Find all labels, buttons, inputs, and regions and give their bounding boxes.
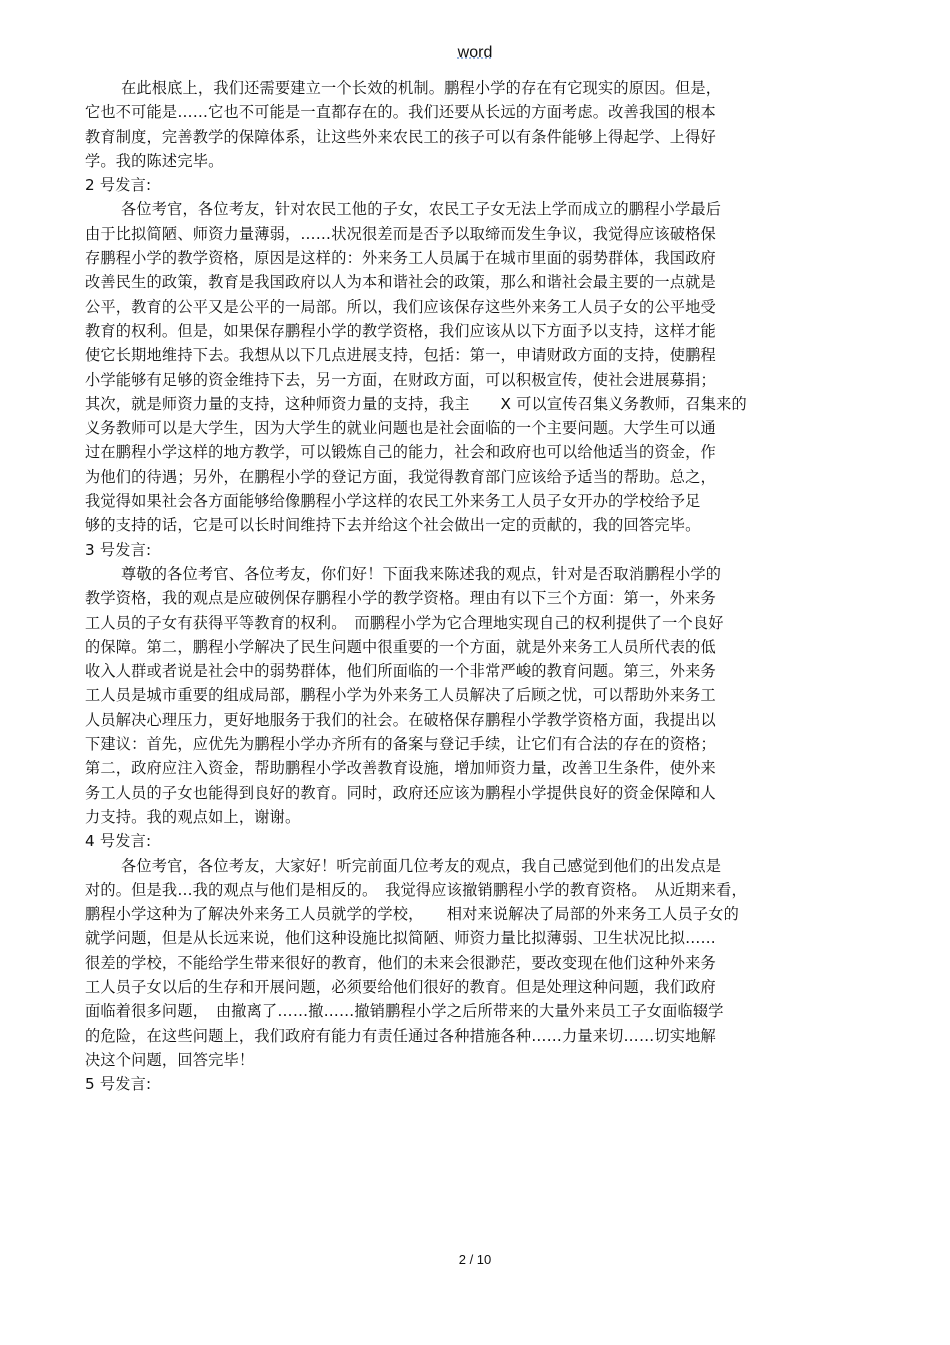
- page-number: 2 / 10: [458, 1252, 492, 1267]
- text-line: 面临着很多问题， 由撤离了……撤……撤销鹏程小学之后所带来的大量外来员工子女面临辍学: [85, 1002, 724, 1021]
- text-line: 尊敬的各位考官、各位考友，你们好！下面我来陈述我的观点，针对是否取消鹏程小学的: [121, 564, 722, 583]
- text-line: 它也不可能是……它也不可能是一直都存在的。我们还要从长远的方面考虑。改善我国的根本: [85, 103, 716, 122]
- text-line: 就学问题，但是从长远来说，他们这种设施比拟简陋、师资力量比拟薄弱、卫生状况比拟……: [85, 929, 716, 948]
- text-line: 2 号发言:: [85, 176, 152, 195]
- text-line: 义务教师可以是大学生，因为大学生的就业问题也是社会面临的一个主要问题。大学生可以通: [85, 419, 716, 438]
- page-header: [0, 44, 950, 62]
- text-line: 教育制度，完善教学的保障体系，让这些外来农民工的孩子可以有条件能够上得起学、上得好: [85, 127, 716, 146]
- text-line: 改善民生的政策，教育是我国政府以人为本和谐社会的政策，那么和谐社会最主要的一点就是: [85, 273, 716, 292]
- text-line: 力支持。我的观点如上，谢谢。: [85, 807, 301, 826]
- text-line: 收入人群或者说是社会中的弱势群体，他们所面临的一个非常严峻的教育问题。第三，外来务: [85, 662, 716, 681]
- header-title: word: [457, 44, 493, 61]
- text-line: 人员解决心理压力，更好地服务于我们的社会。在破格保存鹏程小学教学资格方面，我提出以: [85, 710, 716, 729]
- text-line: 第二，政府应注入资金，帮助鹏程小学改善教育设施，增加师资力量，改善卫生条件，使外来: [85, 759, 716, 778]
- text-line: 5 号发言:: [85, 1075, 152, 1094]
- text-line: 很差的学校，不能给学生带来很好的教育，他们的未来会很渺茫，要改变现在他们这种外来务: [85, 953, 716, 972]
- text-line: 下建议：首先，应优先为鹏程小学办齐所有的备案与登记手续，让它们有合法的存在的资格；: [85, 735, 716, 754]
- text-line: 教学资格，我的观点是应破例保存鹏程小学的教学资格。理由有以下三个方面：第一，外来务: [85, 589, 716, 608]
- text-line: 我觉得如果社会各方面能够给像鹏程小学这样的农民工外来务工人员子女开办的学校给予足: [85, 492, 701, 511]
- text-line: 各位考官，各位考友，大家好！听完前面几位考友的观点，我自己感觉到他们的出发点是: [121, 856, 722, 875]
- paragraph: [85, 76, 865, 173]
- text-line: 3 号发言:: [85, 540, 152, 559]
- text-line: 4 号发言:: [85, 832, 152, 851]
- text-line: 过在鹏程小学这样的地方教学，可以锻炼自己的能力，社会和政府也可以给他适当的资金，作: [85, 443, 716, 462]
- text-line: 工人员是城市重要的组成局部，鹏程小学为外来务工人员解决了后顾之忧，可以帮助外来务工: [85, 686, 716, 705]
- text-line: 工人员子女以后的生存和开展问题，必须要给他们很好的教育。但是处理这种问题，我们政府: [85, 977, 716, 996]
- speaker-heading: [85, 1072, 865, 1096]
- text-line: 对的。但是我…我的观点与他们是相反的。 我觉得应该撤销鹏程小学的教育资格。 从近期来看，: [85, 880, 747, 899]
- speaker-heading: [85, 173, 865, 197]
- text-line: 公平，教育的公平又是公平的一局部。所以，我们应该保存这些外来务工人员子女的公平地受: [85, 297, 716, 316]
- text-line: 决这个问题，回答完毕！: [85, 1050, 255, 1069]
- paragraph: [85, 854, 865, 1073]
- text-line: 工人员的子女有获得平等教育的权利。 而鹏程小学为它合理地实现自己的权利提供了一个良好: [85, 613, 724, 632]
- text-line: 务工人员的子女也能得到良好的教育。同时，政府还应该为鹏程小学提供良好的资金保障和人: [85, 783, 716, 802]
- speaker-heading: [85, 829, 865, 853]
- text-line: 学。我的陈述完毕。: [85, 151, 224, 170]
- text-line: 由于比拟简陋、师资力量薄弱，……状况很差而是否予以取缔而发生争议，我觉得应该破格保: [85, 224, 716, 243]
- paragraph: [85, 562, 865, 829]
- text-line: 鹏程小学这种为了解决外来务工人员就学的学校， 相对来说解决了局部的外来务工人员子女的: [85, 905, 740, 924]
- text-line: 存鹏程小学的教学资格，原因是这样的：外来务工人员属于在城市里面的弱势群体，我国政府: [85, 249, 716, 268]
- text-line: 使它长期地维持下去。我想从以下几点进展支持，包括：第一，申请财政方面的支持，使鹏程: [85, 346, 716, 365]
- text-line: 各位考官，各位考友，针对农民工他的子女，农民工子女无法上学而成立的鹏程小学最后: [121, 200, 722, 219]
- text-line: 其次，就是师资力量的支持，这种师资力量的支持，我主 X 可以宣传召集义务教师，召集来的: [85, 394, 747, 413]
- text-line: 够的支持的话，它是可以长时间维持下去并给这个社会做出一定的贡献的，我的回答完毕。: [85, 516, 701, 535]
- text-line: 的危险，在这些问题上，我们政府有能力有责任通过各种措施各种……力量来切……切实地解: [85, 1026, 716, 1045]
- speaker-heading: [85, 538, 865, 562]
- paragraph: [85, 197, 865, 537]
- text-line: 教育的权利。但是，如果保存鹏程小学的教学资格，我们应该从以下方面予以支持，这样才能: [85, 321, 716, 340]
- text-line: 为他们的待遇；另外，在鹏程小学的登记方面，我觉得教育部门应该给予适当的帮助。总之，: [85, 467, 716, 486]
- text-line: 的保障。第二，鹏程小学解决了民生问题中很重要的一个方面，就是外来务工人员所代表的低: [85, 637, 716, 656]
- document-body: [85, 76, 865, 1096]
- text-line: 小学能够有足够的资金维持下去，另一方面，在财政方面，可以积极宣传，使社会进展募捐；: [85, 370, 716, 389]
- text-line: 在此根底上，我们还需要建立一个长效的机制。鹏程小学的存在有它现实的原因。但是，: [121, 79, 722, 97]
